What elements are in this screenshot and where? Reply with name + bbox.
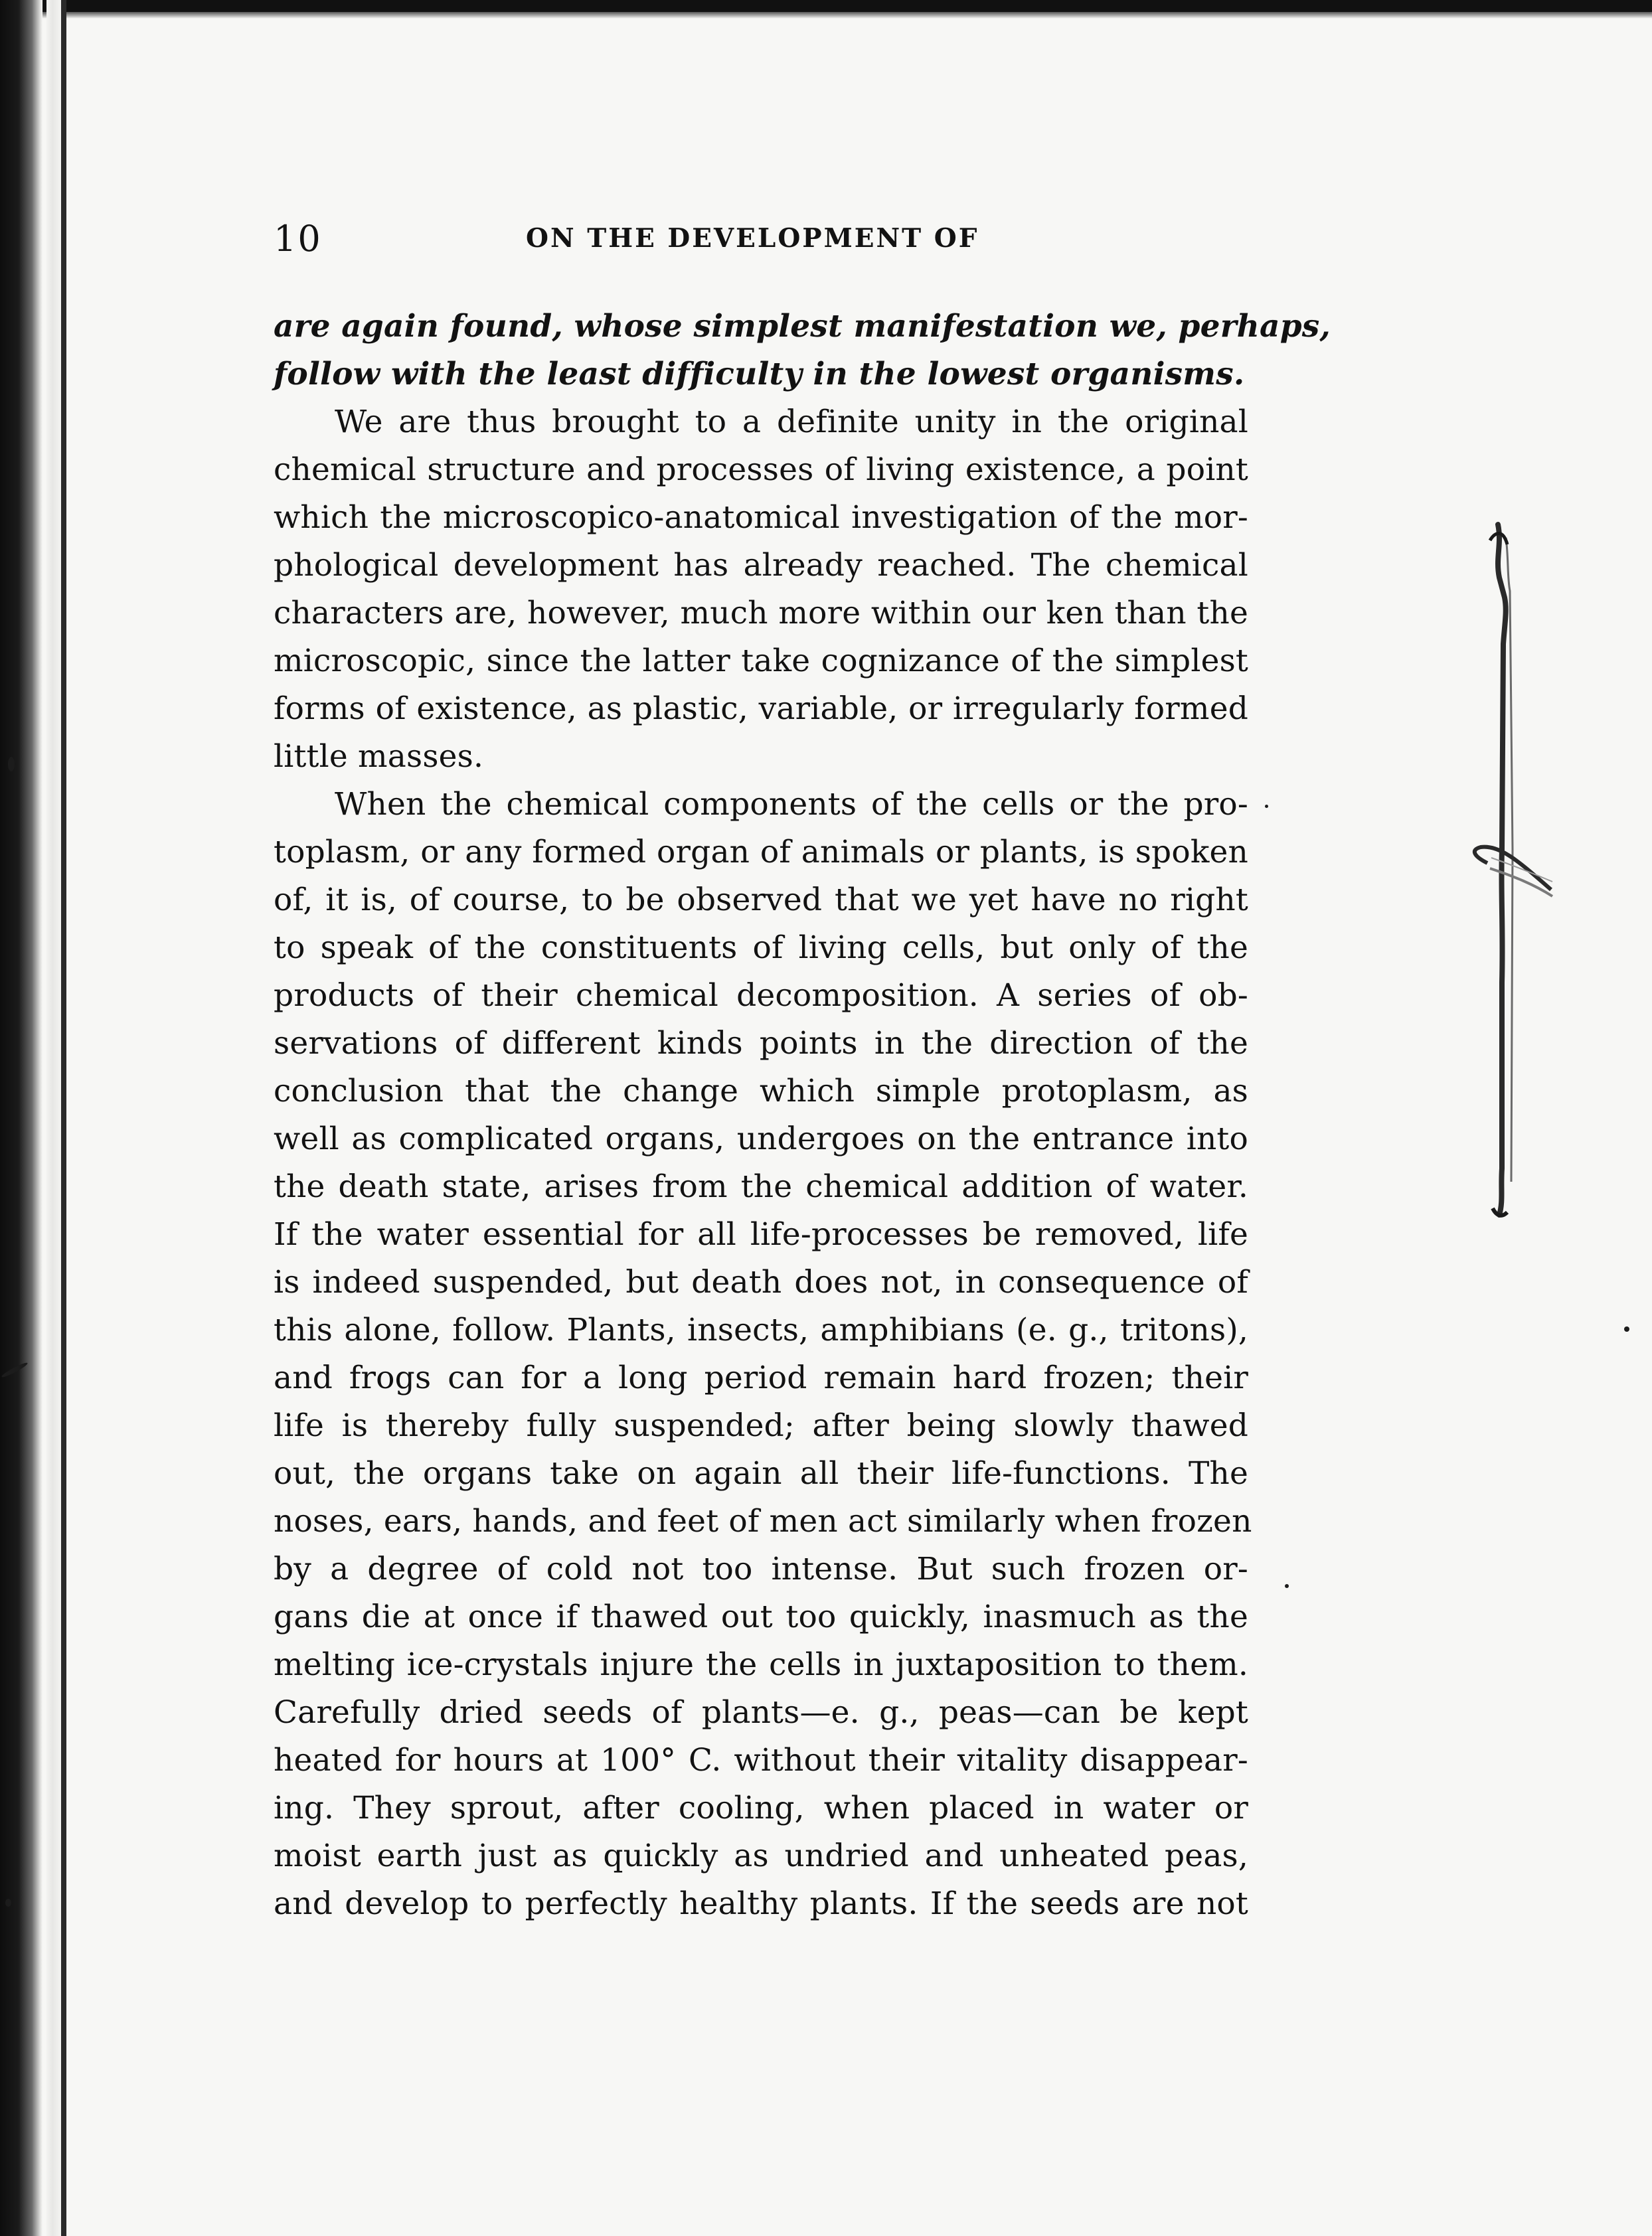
text-line: the death state, arises from the chemical addition of water. bbox=[274, 1168, 1248, 1205]
text-line: ing. They sprout, after cooling, when placed in water or bbox=[274, 1790, 1248, 1826]
text-line: We are thus brought to a definite unity in the original bbox=[335, 404, 1248, 440]
text-line: forms of existence, as plastic, variable, or irregularly formed bbox=[274, 690, 1248, 727]
binding-thread-image bbox=[1461, 518, 1554, 1222]
text-line: well as complicated organs, undergoes on the entrance into bbox=[274, 1121, 1248, 1157]
text-line: follow with the least difficulty in the lowest organisms. bbox=[274, 356, 1245, 392]
text-line: of, it is, of course, to be observed that we yet have no right bbox=[274, 882, 1248, 918]
scan-speck bbox=[1265, 805, 1268, 808]
text-line: When the chemical components of the cells or the pro- bbox=[335, 786, 1248, 823]
text-line: Carefully dried seeds of plants—e. g., peas—can be kept bbox=[274, 1694, 1248, 1731]
text-line: conclusion that the change which simple protoplasm, as bbox=[274, 1073, 1248, 1109]
scan-speck bbox=[5, 1899, 11, 1907]
scan-speck bbox=[1624, 1326, 1629, 1332]
text-line: toplasm, or any formed organ of animals or plants, is spoken bbox=[274, 834, 1248, 870]
text-line: microscopic, since the latter take cognizance of the simplest bbox=[274, 643, 1248, 679]
text-line: which the microscopico-anatomical investigation of the mor- bbox=[274, 499, 1248, 536]
running-head: ON THE DEVELOPMENT OF bbox=[526, 223, 979, 254]
text-line: to speak of the constituents of living cells, but only of the bbox=[274, 929, 1248, 966]
scan-top-shadow-fade bbox=[0, 12, 1652, 19]
scan-margin-rule bbox=[61, 0, 66, 2236]
scan-speck bbox=[8, 757, 15, 771]
text-line: moist earth just as quickly as undried and unheated peas, bbox=[274, 1838, 1248, 1874]
text-line: chemical structure and processes of living existence, a point bbox=[274, 451, 1248, 488]
text-line: heated for hours at 100° C. without their vitality disappear- bbox=[274, 1742, 1248, 1779]
text-line: products of their chemical decomposition. A series of ob- bbox=[274, 977, 1248, 1014]
text-line: gans die at once if thawed out too quickly, inasmuch as the bbox=[274, 1599, 1248, 1635]
text-line: characters are, however, much more within our ken than the bbox=[274, 595, 1248, 631]
scan-speck bbox=[1285, 1584, 1289, 1588]
text-line: and develop to perfectly healthy plants. If the seeds are not bbox=[274, 1885, 1248, 1922]
scan-margin-strip bbox=[46, 0, 61, 2236]
text-line: this alone, follow. Plants, insects, amphibians (e. g., tritons), bbox=[274, 1312, 1248, 1348]
page-header bbox=[274, 218, 1256, 271]
text-line: by a degree of cold not too intense. But such frozen or- bbox=[274, 1551, 1248, 1587]
text-line: is indeed suspended, but death does not, in consequence of bbox=[274, 1264, 1248, 1301]
text-line: and frogs can for a long period remain hard frozen; their bbox=[274, 1360, 1248, 1396]
text-line: phological development has already reached. The chemical bbox=[274, 547, 1248, 584]
text-line: servations of different kinds points in the direction of the bbox=[274, 1025, 1248, 1062]
scan-top-shadow bbox=[0, 0, 1652, 12]
text-line: life is thereby fully suspended; after being slowly thawed bbox=[274, 1407, 1248, 1444]
text-line: little masses. bbox=[274, 738, 484, 775]
text-line: out, the organs take on again all their life-functions. The bbox=[274, 1455, 1248, 1492]
body-text bbox=[274, 303, 1331, 1928]
text-line: If the water essential for all life-processes be removed, life bbox=[274, 1216, 1248, 1253]
text-line: melting ice-crystals injure the cells in juxtaposition to them. bbox=[274, 1646, 1248, 1683]
page-number: 10 bbox=[274, 218, 322, 260]
text-line: are again found, whose simplest manifestation we, perhaps, bbox=[274, 308, 1331, 345]
text-line: noses, ears, hands, and feet of men act similarly when frozen bbox=[274, 1503, 1252, 1540]
